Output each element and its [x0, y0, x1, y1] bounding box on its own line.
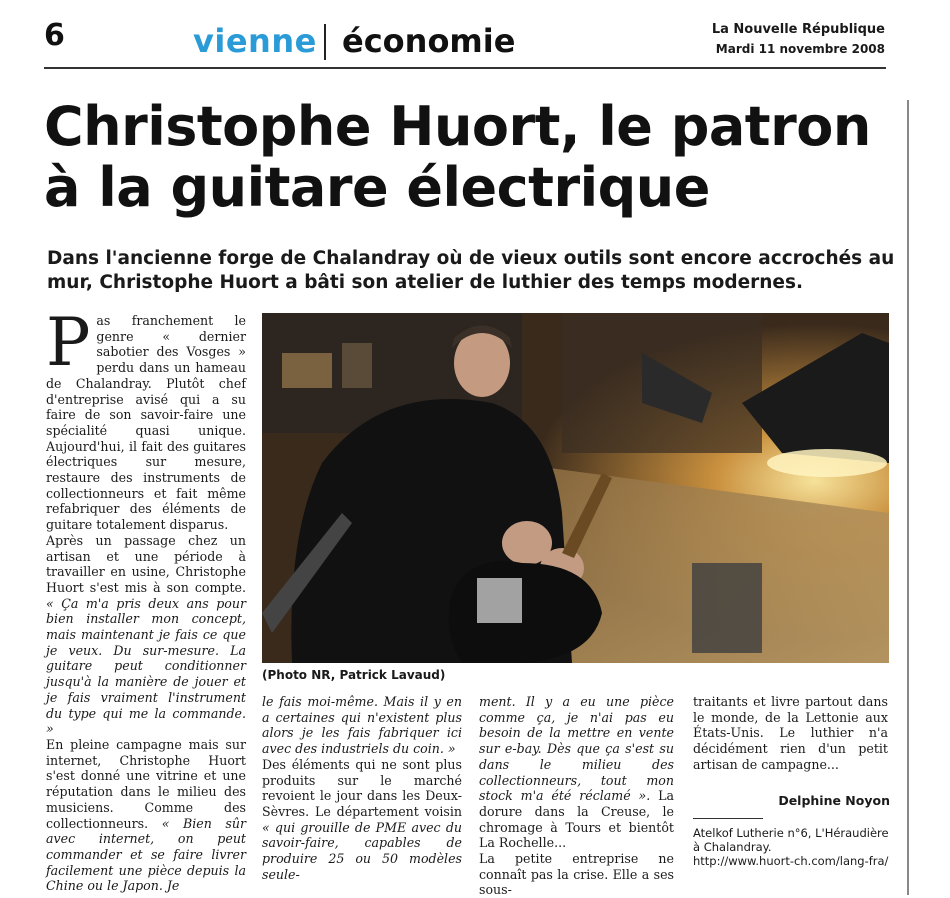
- quote-text: le fais moi-même. Mais il y en a certaines qui n'existent plus alors je les fais fabriquer ici avec des industriels du coin. »: [262, 694, 462, 757]
- paragraph-text: La petite entreprise ne connaît pas la crise. Elle a ses sous-: [479, 851, 674, 898]
- article-paragraph: [479, 851, 674, 898]
- headline: [44, 96, 894, 218]
- page-number: 6: [44, 18, 65, 53]
- info-line: Atelkof Lutherie n°6, L'Héraudière: [693, 826, 889, 840]
- subheadline: Dans l'ancienne forge de Chalandray où de vieux outils sont encore accrochés au mur, Christophe Huort a bâti son atelier de luthier des temps modernes.: [47, 248, 895, 294]
- newspaper-name: La Nouvelle République: [711, 22, 885, 37]
- paragraph-text: Après un passage chez un artisan et une période à travailler en usine, Christophe Huort s'est mis à son compte.: [46, 532, 246, 595]
- paragraph-text: La dorure dans la Creuse, le chromage à Tours et bientôt La Rochelle...: [479, 788, 674, 851]
- issue-date: Mardi 11 novembre 2008: [715, 42, 885, 56]
- drop-cap: P: [46, 304, 91, 381]
- article-paragraph: [46, 533, 246, 737]
- paragraph-text: traitants et livre partout dans le monde, de la Lettonie aux États-Unis. Le luthier n'a décidément rien d'un petit artisan de campagne...: [693, 694, 888, 772]
- section-name: vienne: [193, 22, 317, 60]
- quote-text: « Ça m'a pris deux ans pour bien installer mon concept, mais maintenant je fais ce que je veux. Du sur-mesure. La guitare peut conditionner jusqu'à la manière de jouer et je fais vraiment l'instrument du type qui me la commande. »: [46, 595, 246, 737]
- headline-line-2: à la guitare électrique: [44, 156, 710, 220]
- paragraph-text: En pleine campagne mais sur internet, Christophe Huort s'est donné une vitrine et une réputation dans le milieu des musiciens. Comme des collectionneurs.: [46, 736, 246, 831]
- paragraph-text: Des éléments qui ne sont plus produits sur le marché revoient le jour dans les Deux-Sèvres. Le département voisin: [262, 756, 462, 819]
- article-paragraph: [46, 304, 246, 533]
- website-url: http://www.huort-ch.com/lang-fra/: [693, 854, 889, 868]
- section-divider: [324, 24, 326, 60]
- headline-line-1: Christophe Huort, le patron: [44, 95, 871, 158]
- quote-text: « qui grouille de PME avec du savoir-faire, capables de produire 25 ou 50 modèles seule-: [262, 819, 462, 882]
- article-column-1: [46, 304, 246, 894]
- luthier-workshop-photo: [262, 313, 889, 663]
- info-rule: [693, 818, 763, 819]
- article-photo: [262, 313, 889, 663]
- quote-text: ment. Il y a eu une pièce comme ça, je n'ai pas eu besoin de la mettre en vente sur e-bay. Dès que ça s'est su dans le milieu des collectionneurs, tout mon stock m'a été réclamé ».: [479, 694, 674, 804]
- column-rule: [907, 100, 909, 895]
- article-paragraph: [693, 694, 888, 773]
- photo-caption: (Photo NR, Patrick Lavaud): [262, 668, 446, 682]
- info-line: à Chalandray.: [693, 840, 772, 854]
- article-column-4: [693, 694, 888, 773]
- article-paragraph: [262, 757, 462, 883]
- article-paragraph: [46, 737, 246, 894]
- article-column-2: [262, 694, 462, 882]
- workshop-info: [693, 826, 903, 868]
- header-rule: [44, 67, 886, 69]
- quote-text: « Bien sûr avec internet, on peut commander et se faire livrer facilement une pièce depuis la Chine ou le Japon. Je: [46, 815, 246, 894]
- article-column-3: [479, 694, 674, 898]
- paragraph-text: as franchement le genre « dernier sabotier des Vosges » perdu dans un hameau de Chalandray. Plutôt chef d'entreprise avisé qui a su faire de son savoir-faire une spécialité quasi unique. Aujourd'hui, il fait des guitares électriques sur mesure, restaure des instruments de collectionneurs et fait même refabriquer des éléments de guitare totalement disparus.: [46, 313, 246, 533]
- article-paragraph: [479, 694, 674, 851]
- byline: Delphine Noyon: [778, 793, 890, 808]
- article-paragraph: [262, 694, 462, 757]
- rubric-name: économie: [342, 22, 516, 60]
